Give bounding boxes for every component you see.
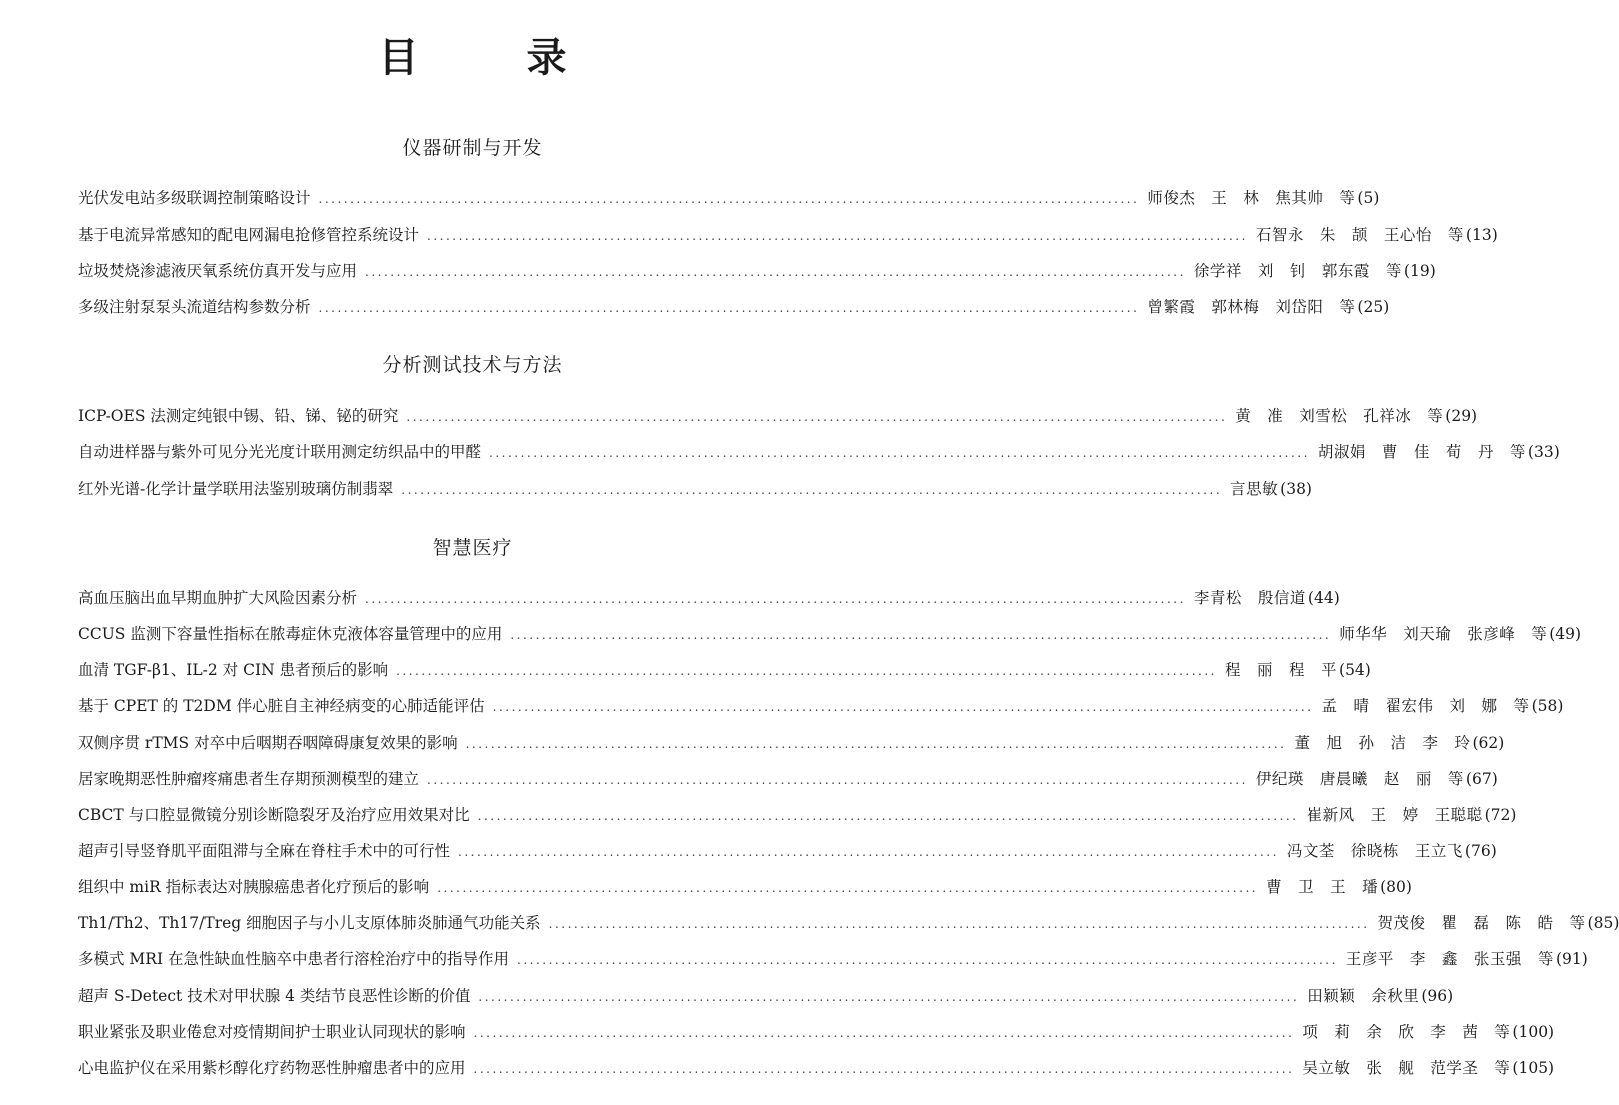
leader-dots: .................................................................................................................................. (318, 301, 1140, 315)
leader-dots: .................................................................................................................................. (401, 483, 1223, 497)
toc-entry[interactable] (78, 657, 1371, 683)
entry-authors: 孟 晴 翟宏伟 刘 娜 等 (1321, 697, 1530, 715)
leader-dots: .................................................................................................................................. (473, 1062, 1295, 1076)
entry-authors: 崔新风 王 婷 王聪聪 (1306, 806, 1483, 824)
entry-page: (85) (1587, 914, 1619, 932)
entry-title: 光伏发电站多级联调控制策略设计 (78, 189, 311, 207)
entry-page: (62) (1472, 734, 1505, 752)
entry-title: 超声 S-Detect 技术对甲状腺 4 类结节良恶性诊断的价值 (78, 987, 471, 1005)
entry-title: 自动进样器与紫外可见分光光度计联用测定纺织品中的甲醛 (78, 443, 482, 461)
leader-dots: .................................................................................................................................. (318, 192, 1140, 206)
entry-title: 红外光谱-化学计量学联用法鉴别玻璃仿制翡翠 (78, 480, 394, 498)
entry-authors: 冯文荃 徐晓栋 王立飞 (1286, 842, 1463, 860)
leader-dots: .................................................................................................................................. (473, 1026, 1295, 1040)
entry-title: 心电监护仪在采用紫杉醇化疗药物恶性肿瘤患者中的应用 (78, 1059, 466, 1077)
entry-authors: 田颖颖 余秋里 (1307, 987, 1420, 1005)
entry-title: ICP-OES 法测定纯银中锡、铅、锑、铋的研究 (78, 407, 399, 425)
entry-title: CCUS 监测下容量性指标在脓毒症休克液体容量管理中的应用 (78, 625, 503, 643)
entry-page: (44) (1307, 589, 1340, 607)
leader-dots: .................................................................................................................................. (465, 737, 1287, 751)
entry-page: (72) (1484, 806, 1517, 824)
entry-page: (5) (1357, 189, 1380, 207)
entry-title: CBCT 与口腔显微镜分别诊断隐裂牙及治疗应用效果对比 (78, 806, 470, 824)
entry-title: 基于 CPET 的 T2DM 伴心脏自主神经病变的心肺适能评估 (78, 697, 485, 715)
entry-title: 双侧序贯 rTMS 对卒中后咽期吞咽障碍康复效果的影响 (78, 734, 458, 752)
toc-entry[interactable] (78, 766, 1498, 792)
toc-entry[interactable] (78, 222, 1498, 248)
entry-authors: 曹 卫 王 璠 (1266, 878, 1379, 896)
leader-dots: .................................................................................................................................. (548, 917, 1370, 931)
entry-page: (25) (1357, 298, 1390, 316)
entry-authors: 王彦平 李 鑫 张玉强 等 (1345, 950, 1554, 968)
toc-entry[interactable] (78, 693, 1564, 719)
entry-title: 居家晚期恶性肿瘤疼痛患者生存期预测模型的建立 (78, 770, 420, 788)
toc-entry[interactable] (78, 585, 1340, 611)
entry-authors: 胡淑娟 曹 佳 荀 丹 等 (1317, 443, 1526, 461)
leader-dots: .................................................................................................................................. (489, 446, 1310, 460)
toc-entry[interactable] (78, 946, 1588, 972)
entry-title: Th1/Th2、Th17/Treg 细胞因子与小儿支原体肺炎肺通气功能关系 (78, 914, 541, 932)
toc-entry[interactable] (78, 910, 1619, 936)
entry-page: (58) (1531, 697, 1564, 715)
entry-title: 血清 TGF-β1、IL-2 对 CIN 患者预后的影响 (78, 661, 389, 679)
page-title: 目 录 (378, 35, 601, 81)
entry-authors: 黄 准 刘雪松 孔祥冰 等 (1235, 407, 1444, 425)
entry-page: (91) (1555, 950, 1588, 968)
leader-dots: .................................................................................................................................. (427, 773, 1248, 787)
toc-entry[interactable] (78, 838, 1497, 864)
leader-dots: .................................................................................................................................. (517, 953, 1338, 967)
leader-dots: .................................................................................................................................. (510, 628, 1332, 642)
section-heading-instruments: 仪器研制与开发 (402, 137, 543, 159)
entry-authors: 言思敏 (1230, 480, 1279, 498)
leader-dots: .................................................................................................................................. (437, 881, 1259, 895)
entry-page: (13) (1465, 226, 1498, 244)
leader-dots: .................................................................................................................................. (365, 265, 1186, 279)
leader-dots: .................................................................................................................................. (365, 592, 1186, 606)
toc-entry[interactable] (78, 294, 1390, 320)
entry-authors: 李青松 殷信道 (1193, 589, 1306, 607)
entry-title: 垃圾焚烧渗滤液厌氧系统仿真开发与应用 (78, 262, 358, 280)
entry-authors: 徐学祥 刘 钊 郭东霞 等 (1193, 262, 1402, 280)
entry-page: (33) (1527, 443, 1560, 461)
entry-title: 超声引导竖脊肌平面阻滞与全麻在脊柱手术中的可行性 (78, 842, 451, 860)
entry-page: (49) (1549, 625, 1582, 643)
toc-entry[interactable] (78, 258, 1436, 284)
entry-title: 基于电流异常感知的配电网漏电抢修管控系统设计 (78, 226, 420, 244)
toc-entry[interactable] (78, 1055, 1555, 1081)
entry-authors: 吴立敏 张 舰 范学圣 等 (1302, 1059, 1511, 1077)
entry-authors: 师俊杰 王 林 焦其帅 等 (1147, 189, 1356, 207)
entry-authors: 伊纪瑛 唐晨曦 赵 丽 等 (1255, 770, 1464, 788)
entry-authors: 石智永 朱 颉 王心怡 等 (1255, 226, 1464, 244)
entry-page: (76) (1464, 842, 1497, 860)
entry-page: (54) (1339, 661, 1371, 679)
entry-page: (96) (1421, 987, 1454, 1005)
toc-entry[interactable] (78, 621, 1582, 647)
toc-entry[interactable] (78, 185, 1380, 211)
entry-page: (100) (1512, 1023, 1555, 1041)
toc-entry[interactable] (78, 874, 1412, 900)
entry-title: 组织中 miR 指标表达对胰腺癌患者化疗预后的影响 (78, 878, 430, 896)
entry-title: 多模式 MRI 在急性缺血性脑卒中患者行溶栓治疗中的指导作用 (78, 950, 510, 968)
toc-entry[interactable] (78, 802, 1517, 828)
entry-page: (38) (1280, 480, 1312, 498)
leader-dots: .................................................................................................................................. (492, 700, 1314, 714)
toc-entry[interactable] (78, 730, 1505, 756)
leader-dots: .................................................................................................................................. (406, 410, 1228, 424)
entry-authors: 师华华 刘天瑜 张彦峰 等 (1339, 625, 1548, 643)
entry-title: 职业紧张及职业倦怠对疫情期间护士职业认同现状的影响 (78, 1023, 466, 1041)
entry-title: 多级注射泵泵头流道结构参数分析 (78, 298, 311, 316)
entry-page: (19) (1403, 262, 1436, 280)
toc-entry[interactable] (78, 1019, 1555, 1045)
entry-page: (67) (1465, 770, 1498, 788)
toc-entry[interactable] (78, 439, 1560, 465)
entry-authors: 程 丽 程 平 (1225, 661, 1338, 679)
toc-entry[interactable] (78, 476, 1312, 502)
leader-dots: .................................................................................................................................. (396, 664, 1217, 678)
entry-page: (80) (1380, 878, 1412, 896)
leader-dots: .................................................................................................................................. (458, 845, 1279, 859)
leader-dots: .................................................................................................................................. (477, 809, 1299, 823)
entry-title: 高血压脑出血早期血肿扩大风险因素分析 (78, 589, 358, 607)
leader-dots: .................................................................................................................................. (427, 229, 1248, 243)
section-heading-smart-medical: 智慧医疗 (432, 537, 513, 559)
entry-authors: 曾繁霞 郭林梅 刘岱阳 等 (1147, 298, 1356, 316)
section-heading-analysis: 分析测试技术与方法 (382, 354, 563, 376)
toc-entry[interactable] (78, 403, 1478, 429)
entry-page: (29) (1445, 407, 1478, 425)
entry-authors: 贺茂俊 瞿 磊 陈 皓 等 (1377, 914, 1586, 932)
leader-dots: .................................................................................................................................. (478, 990, 1300, 1004)
toc-entry[interactable] (78, 983, 1454, 1009)
entry-authors: 董 旭 孙 洁 李 玲 (1294, 734, 1471, 752)
entry-authors: 项 莉 余 欣 李 茜 等 (1302, 1023, 1511, 1041)
entry-page: (105) (1512, 1059, 1555, 1077)
